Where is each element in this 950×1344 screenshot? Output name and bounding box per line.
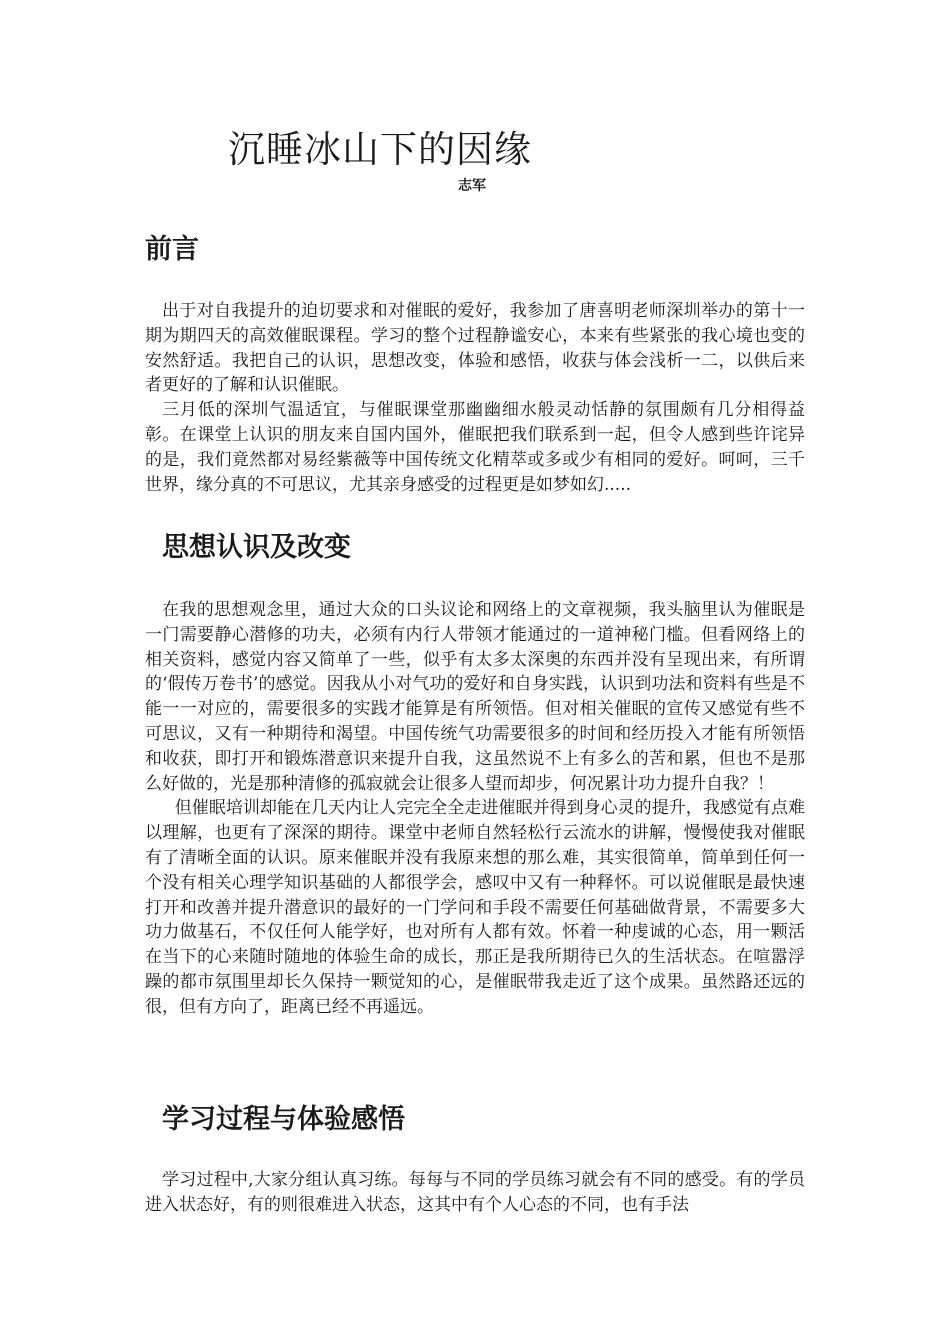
paragraph: 在我的思想观念里，通过大众的口头议论和网络上的文章视频，我头脑里认为催眠是一门需要静心潜修的功夫，必须有内行人带领才能通过的一道神秘门槛。但看网络上的相关资料，感觉内容又简单了一些，似乎有太多太深奥的东西并没有呈现出来，有所谓的‘假传万卷书’的感觉。因我从小对气功的爱好和自身实践，认识到功法和资料有些是不能一一对应的，需要很多的实践才能算是有所领悟。但对相关催眠的宣传又感觉有些不可思议，又有一种期待和渴望。中国传统气功需要很多的时间和经历投入才能有所领悟和收获，即打开和锻炼潜意识来提升自我，这虽然说不上有多么的苦和累，但也不是那么好做的，光是那种清修的孤寂就会让很多人望而却步，何况累计功力提升自我？！ bbox=[145, 600, 805, 794]
section-heading-learning: 学习过程与体验感悟 bbox=[162, 1104, 405, 1135]
section-body-learning bbox=[145, 1168, 805, 1218]
paragraph: 学习过程中,大家分组认真习练。每每与不同的学员练习就会有不同的感受。有的学员进入状态好，有的则很难进入状态，这其中有个人心态的不同，也有手法 bbox=[145, 1170, 805, 1215]
section-heading-thoughts: 思想认识及改变 bbox=[162, 532, 351, 563]
section-body-preface bbox=[145, 299, 805, 497]
paragraph: 三月低的深圳气温适宜，与催眠课堂那幽幽细水般灵动恬静的氛围颇有几分相得益彰。在课堂上认识的朋友来自国内国外，催眠把我们联系到一起，但令人感到些许诧异的是，我们竟然都对易经紫薇等中国传统文化精萃或多或少有相同的爱好。呵呵，三千世界，缘分真的不可思议，尤其亲身感受的过程更是如梦如幻..... bbox=[145, 400, 805, 495]
paragraph: 但催眠培训却能在几天内让人完完全全走进催眠并得到身心灵的提升，我感觉有点难以理解，也更有了深深的期待。课堂中老师自然轻松行云流水的讲解，慢慢使我对催眠有了清晰全面的认识。原来催眠并没有我原来想的那么难，其实很简单，简单到任何一个没有相关心理学知识基础的人都很学会，感叹中又有一种释怀。可以说催眠是最快速打开和改善并提升潜意识的最好的一门学问和手段不需要任何基础做背景，不需要多大功力做基石，不仅任何人能学好，也对所有人都有效。怀着一种虔诚的心态，用一颗活在当下的心来随时随地的体验生命的成长，那正是我所期待已久的生活状态。在喧嚣浮躁的都市氛围里却长久保持一颗觉知的心，是催眠带我走近了这个成果。虽然路还远的很，但有方向了，距离已经不再遥远。 bbox=[145, 798, 805, 1017]
paragraph: 出于对自我提升的迫切要求和对催眠的爱好，我参加了唐喜明老师深圳举办的第十一期为期四天的高效催眠课程。学习的整个过程静谧安心，本来有些紧张的我心境也变的安然舒适。我把自己的认识，思想改变，体验和感悟，收获与体会浅析一二，以供后来者更好的了解和认识催眠。 bbox=[145, 301, 805, 396]
document-title: 沉睡冰山下的因缘 bbox=[228, 128, 532, 171]
section-body-thoughts bbox=[145, 598, 805, 1020]
section-heading-preface: 前言 bbox=[145, 234, 199, 265]
document-author: 志军 bbox=[458, 178, 486, 194]
